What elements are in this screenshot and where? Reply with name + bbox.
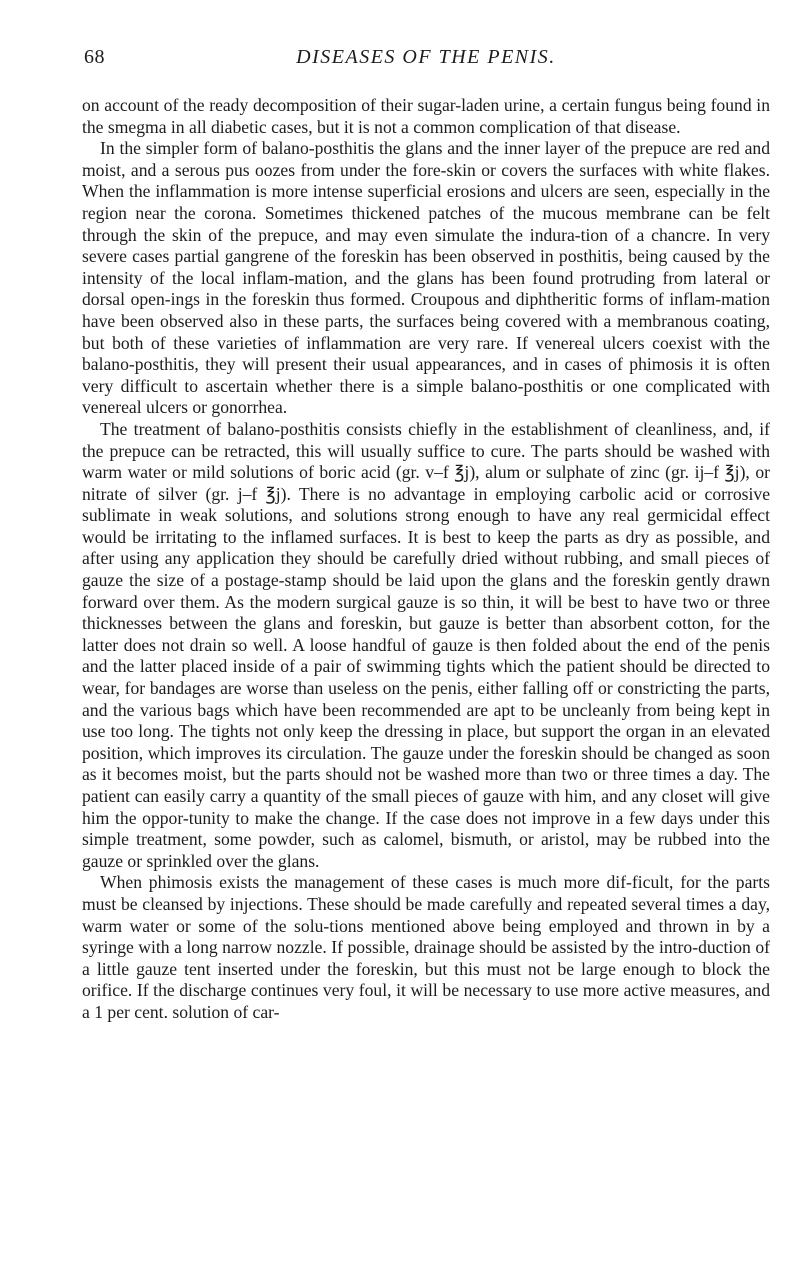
paragraph-balano-posthitis-forms: In the simpler form of balano-posthitis the glans and the inner layer of the prepuce are red and moist, and a serous pus oozes from under the fore-skin or covers the surfaces with white flakes. When the inflammation is more intense superficial erosions and ulcers are seen, especially in the region near the corona. Sometimes thickened patches of the mucous membrane can be felt through the skin of the prepuce, and may even simulate the indura-tion of a chancre. In very severe cases partial gangrene of the foreskin has been observed in posthitis, being caused by the intensity of the local inflam-mation, and the glans has been found protruding from lateral or dorsal open-ings in the foreskin thus formed. Croupous and diphtheritic forms of inflam-mation have been observed also in these parts, the surfaces being covered with a membranous coating, but both of these varieties of inflammation are very rare. If venereal ulcers coexist with the balano-posthitis, they will present their usual appearances, and in cases of phimosis it is often very difficult to ascertain whether there is a simple balano-posthitis or one complicated with venereal ulcers or gonorrhea. — [82, 138, 770, 418]
paragraph-phimosis-management: When phimosis exists the management of these cases is much more dif-ficult, for the parts must be cleansed by injections. These should be made carefully and repeated several times a day, warm water or some of the solu-tions mentioned above being employed and thrown in by a syringe with a long narrow nozzle. If possible, drainage should be assisted by the intro-duction of a little gauze tent inserted under the foreskin, but this must not be large enough to block the orifice. If the discharge continues very foul, it will be necessary to use more active measures, and a 1 per cent. solution of car- — [82, 872, 770, 1022]
body-text — [82, 95, 770, 1024]
chapter-title: DISEASES OF THE PENIS. — [296, 46, 556, 68]
page-number: 68 — [84, 46, 105, 68]
running-head — [84, 46, 768, 72]
paragraph-continued: on account of the ready decomposition of their sugar-laden urine, a certain fungus being found in the smegma in all diabetic cases, but it is not a common complication of that disease. — [82, 95, 770, 137]
paragraph-treatment: The treatment of balano-posthitis consists chiefly in the establishment of cleanliness, and, if the prepuce can be retracted, this will usually suffice to cure. The parts should be washed with warm water or mild solutions of boric acid (gr. v–f ℥j), alum or sulphate of zinc (gr. ij–f ℥j), or nitrate of silver (gr. j–f ℥j). There is no advantage in employing carbolic acid or corrosive sublimate in weak solutions, and solutions strong enough to have any real germicidal effect would be irritating to the inflamed surfaces. It is best to keep the parts as dry as possible, and after using any application they should be carefully dried without rubbing, and small pieces of gauze the size of a postage-stamp should be laid upon the glans and the foreskin gently drawn forward over them. As the modern surgical gauze is so thin, it will be best to have two or three thicknesses between the glans and foreskin, but gauze is better than absorbent cotton, for the latter does not drain so well. A loose handful of gauze is then folded about the end of the penis and the latter placed inside of a pair of swimming tights which the patient should be directed to wear, for bandages are worse than useless on the penis, either falling off or constricting the parts, and the various bags which have been recommended are apt to be uncleanly from being kept in use too long. The tights not only keep the dressing in place, but support the organ in an elevated position, which improves its circulation. The gauze under the foreskin should be changed as soon as it becomes moist, but the parts should not be washed more than two or three times a day. The patient can easily carry a quantity of the small pieces of gauze with him, and any closet will give him the oppor-tunity to make the change. If the case does not improve in a few days under this simple treatment, some powder, such as calomel, bismuth, or aristol, may be rubbed into the gauze or sprinkled over the glans. — [82, 418, 770, 871]
